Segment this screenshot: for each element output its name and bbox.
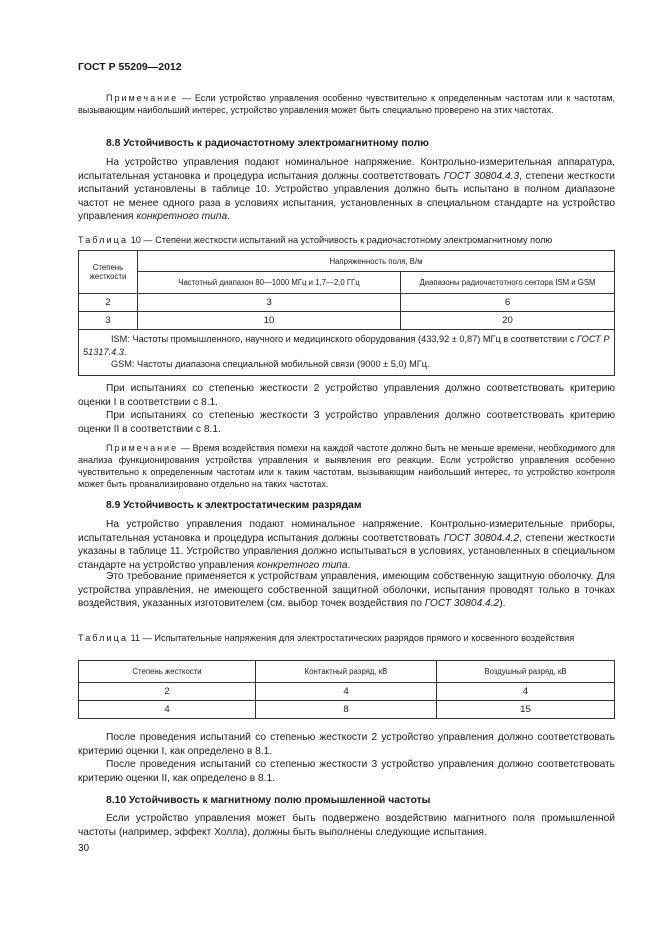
table-row: 3 10 20: [79, 312, 615, 330]
col-a-header: Частотный диапазон 80—1000 МГц и 1,7—2,0 ГГц: [138, 272, 401, 294]
section-8-8-title: 8.8 Устойчивость к радиочастотному электромагнитному полю: [106, 138, 429, 149]
section-8-10-title: 8.10 Устойчивость к магнитному полю промышленной частоты: [106, 795, 431, 806]
section-8-8-paragraph: На устройство управления подают номинальное напряжение. Контрольно-измерительная аппаратура, испытательная установка и процедура испытания должны соответствовать ГОСТ 30804.4.3, степени жесткости испытаний установлены в таблице 10. Устройство управления должно быть испытано в полном диапазоне частот не менее одного раза в условиях испытания, установленных в специальном стандарте на устройство управления конкретного типа.: [78, 157, 615, 223]
table-10-caption: Таблица 10 — Степени жесткости испытаний на устойчивость к радиочастотному электромагнитному полю: [78, 235, 553, 245]
table-10-footnote: ISM: Частоты промышленного, научного и медицинского оборудования (433,92 ± 0,87) МГц в соответствии с ГОСТ Р 51317.4.3. GSM: Частоты диапазона специальной мобильной связи (9000 ± 5,0) МГц.: [79, 330, 615, 376]
section-8-10-paragraph: Если устройство управления может быть подвержено воздействию магнитного поля промышленной частоты (например, эффект Холла), должны быть выполнены следующие испытания.: [78, 813, 615, 838]
table-11-caption: Таблица 11 — Испытательные напряжения для электростатических разрядов прямого и косвенного воздействия: [78, 633, 575, 643]
page-number: 30: [78, 843, 90, 854]
note-label: Примечание: [106, 93, 179, 103]
note-2: Примечание — Время воздействия помехи на каждой частоте должно быть не меньше времени, необходимого для анализа функционирования устройства управления и выявления его реакции. Если устройство управления особенно чувствительно к определенным частотам или к таким частотам, вызывающим наибольший интерес, то устройство контроля может быть проанализировано отдельно на таких частотах.: [78, 443, 615, 489]
paragraph-after-11-2: После проведения испытаний со степенью жесткости 3 устройство управления должно соответствовать критерию оценки II, как определено в 8.1.: [78, 759, 615, 784]
document-header: ГОСТ Р 55209—2012: [78, 61, 182, 73]
section-8-9-paragraph-2: Это требование применяется к устройствам управления, имеющим собственную защитную оболочку. Для устройства управления, не имеющего собственной защитной оболочки, испытания проводят только в точках воздействия, указанных изготовителем (см. выбор точек воздействия по ГОСТ 30804.4.2).: [78, 571, 615, 610]
section-8-9-paragraph-1: На устройство управления подают номинальное напряжение. Контрольно-измерительные приборы, испытательная установка и процедура испытания должны соответствовать ГОСТ 30804.4.2, степени жесткости указаны в таблице 11. Устройство управления должно испытываться в условиях, установленных в специальном стандарте на устройство управления конкретного типа.: [78, 519, 615, 571]
col-degree-header: Степень жесткости: [79, 661, 256, 683]
table-10: [78, 250, 615, 376]
note-1: [78, 92, 615, 116]
table-row: 2 4 4: [79, 683, 615, 701]
table-row: 2 3 6: [79, 294, 615, 312]
col-air-header: Воздушный разряд, кВ: [437, 661, 615, 683]
note-text: — Если устройство управления особенно чувствительно к определенным частотам или к частотам, вызывающим наибольший интерес, устройство управления может быть специально проверено на этих частотах.: [78, 93, 615, 115]
paragraph-degree-3: При испытаниях со степенью жесткости 3 устройство управления должно соответствовать критерию оценки II в соответствии с 8.1.: [78, 410, 615, 435]
col-degree-header: Степень жесткости: [79, 251, 138, 294]
col-group-header: Напряженность поля, В/м: [138, 251, 615, 272]
col-b-header: Диапазоны радиочастотного сектора ISM и GSM: [401, 272, 615, 294]
section-8-9-title: 8.9 Устойчивость к электростатическим разрядам: [106, 500, 362, 511]
table-row: 4 8 15: [79, 701, 615, 719]
col-contact-header: Контактный разряд, кВ: [256, 661, 437, 683]
table-11: [78, 660, 615, 719]
paragraph-degree-2: При испытаниях со степенью жесткости 2 устройство управления должно соответствовать критерию оценки I в соответствии с 8.1.: [78, 383, 615, 408]
paragraph-after-11-1: После проведения испытаний со степенью жесткости 2 устройство управления должно соответствовать критерию оценки I, как определено в 8.1.: [78, 732, 615, 757]
